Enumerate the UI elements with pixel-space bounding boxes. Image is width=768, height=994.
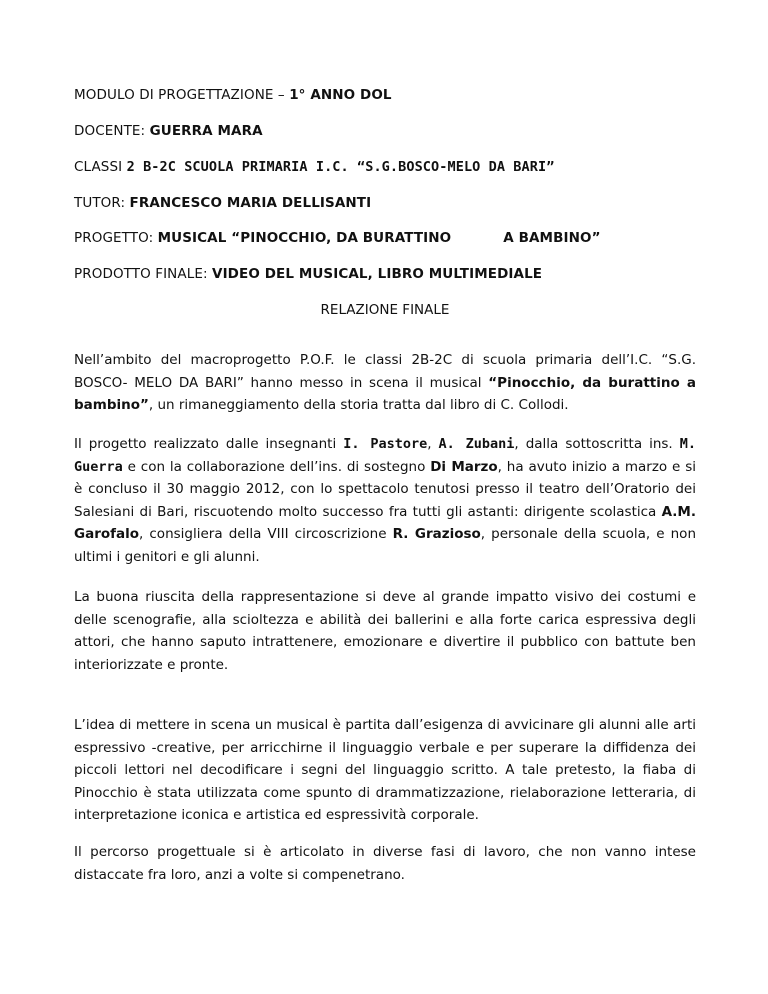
classi-line — [74, 159, 554, 175]
tutor-line — [74, 195, 371, 211]
modulo-label: MODULO DI PROGETTAZIONE – — [74, 87, 290, 103]
paragraph-progetto — [74, 433, 696, 568]
progetto-value-a: MUSICAL “PINOCCHIO, DA BURATTINO — [157, 230, 452, 246]
paragraph-percorso: Il percorso progettuale si è articolato in diverse fasi di lavoro, che non vanno intese distaccate fra loro, anzi a volte si compenetrano. — [74, 844, 696, 883]
classi-value: 2 B-2C SCUOLA PRIMARIA I.C. “S.G.BOSCO-MELO DA BARI” — [126, 159, 555, 175]
docente-value: GUERRA MARA — [149, 123, 263, 139]
name-di-marzo: Di Marzo — [430, 458, 498, 475]
classi-label: CLASSI — [74, 159, 127, 175]
progetto-value-b: A BAMBINO” — [503, 230, 601, 246]
prodotto-line — [74, 266, 542, 282]
p2-text-c: , dalla sottoscritta ins. — [514, 436, 680, 452]
name-zubani: A. Zubani — [438, 436, 515, 452]
name-pastore: I. Pastore — [343, 436, 428, 452]
progetto-line — [74, 230, 601, 246]
paragraph-riuscita: La buona riuscita della rappresentazione si deve al grande impatto visivo dei costumi e delle scenografie, alla scioltezza e abilità dei ballerini e alla forte carica espressiva degli attori, che hanno saputo intrattenere, emozionare e divertire il pubblico con battute ben interiorizzate e pronte. — [74, 589, 696, 673]
tutor-value: FRANCESCO MARIA DELLISANTI — [129, 195, 372, 211]
paragraph-idea: L’idea di mettere in scena un musical è partita dall’esigenza di avvicinare gli alunni alle arti espressivo -creative, per arricchirne il linguaggio verbale e per superare la diffidenza dei piccoli lettori nel decodificare i segni del linguaggio scritto. A tale pretesto, la fiaba di Pinocchio è stata utilizzata come spunto di drammatizzazione, rielaborazione letteraria, di interpretazione iconica e artistica ed espressività corporale. — [74, 717, 696, 823]
p2-text-e: , ha avuto inizio a marzo e si è concluso il 30 maggio 2012, con lo spettacolo tenutosi presso il teatro dell’Oratorio dei Salesiani di Bari, riscuotendo molto successo fra tutti gli astanti: dirigente scolastica — [74, 458, 696, 520]
p1-text-a: Nell’ambito del macroprogetto P.O.F. le classi 2B-2C di scuola primaria dell’I.C. “S.G. BOSCO- MELO DA BARI” hanno messo in scena il musical — [74, 352, 696, 391]
name-garofalo: A.M. Garofalo — [74, 503, 696, 542]
p2-text-f: , consigliera della VIII circoscrizione — [139, 526, 393, 542]
modulo-value: 1° ANNO DOL — [289, 87, 392, 103]
modulo-line — [74, 87, 392, 103]
docente-label: DOCENTE: — [74, 123, 150, 139]
p1-text-b: , un rimaneggiamento della storia tratta dal libro di C. Collodi. — [148, 397, 569, 413]
progetto-label: PROGETTO: — [74, 230, 158, 246]
p2-text-d: e con la collaborazione dell’ins. di sostegno — [122, 458, 431, 475]
name-guerra: M. Guerra — [74, 436, 697, 475]
paragraph-intro — [74, 349, 696, 417]
docente-line — [74, 123, 263, 139]
prodotto-label: PRODOTTO FINALE: — [74, 266, 213, 282]
page-title: RELAZIONE FINALE — [320, 302, 450, 318]
tutor-label: TUTOR: — [74, 195, 130, 211]
name-grazioso: R. Grazioso — [392, 526, 481, 542]
prodotto-value: VIDEO DEL MUSICAL, LIBRO MULTIMEDIALE — [212, 266, 543, 282]
p2-text-g: , personale della scuola, e non ultimi i genitori e gli alunni. — [74, 526, 696, 565]
p1-musical-title: “Pinocchio, da burattino a bambino” — [74, 374, 697, 413]
p2-text-a: Il progetto realizzato dalle insegnanti — [74, 436, 344, 452]
p2-text-b: , — [427, 436, 439, 452]
